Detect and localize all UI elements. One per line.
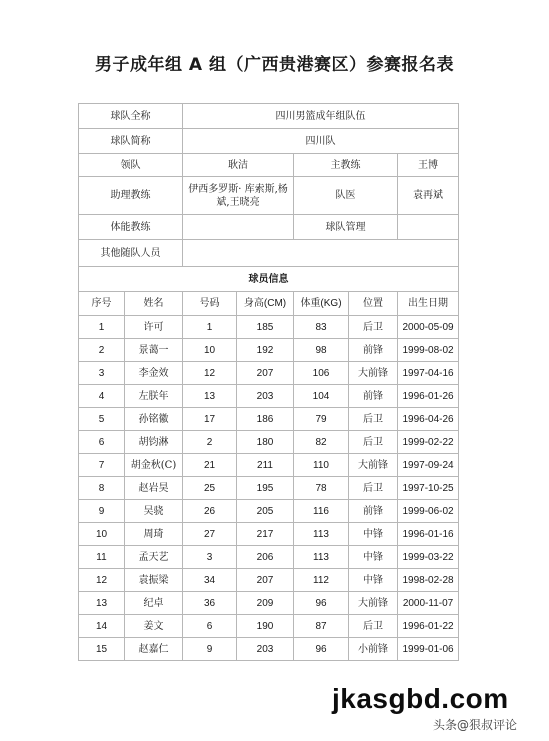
team-full-name-value: 四川男篮成年组队伍 — [183, 104, 459, 129]
player-name: 赵嘉仁 — [125, 638, 183, 661]
table-row — [79, 408, 459, 431]
team-full-name-label: 球队全称 — [79, 104, 183, 129]
column-header-row — [79, 292, 459, 316]
player-birthdate: 1996-04-26 — [398, 408, 459, 431]
player-number: 25 — [183, 477, 237, 500]
table-row — [79, 454, 459, 477]
player-height: 207 — [237, 362, 294, 385]
player-number: 3 — [183, 546, 237, 569]
player-position: 小前锋 — [349, 638, 398, 661]
player-index: 13 — [79, 592, 125, 615]
player-position: 前锋 — [349, 339, 398, 362]
player-position: 前锋 — [349, 385, 398, 408]
table-row — [79, 546, 459, 569]
player-number: 17 — [183, 408, 237, 431]
assistant-coach-value: 伊西多罗斯· 库索斯,杨斌,王晓亮 — [183, 177, 294, 215]
player-birthdate: 1999-03-22 — [398, 546, 459, 569]
team-doctor-label: 队医 — [294, 177, 398, 215]
player-position: 中锋 — [349, 523, 398, 546]
player-position: 后卫 — [349, 316, 398, 339]
player-index: 7 — [79, 454, 125, 477]
col-header-name: 姓名 — [125, 292, 183, 316]
player-index: 5 — [79, 408, 125, 431]
table-row — [79, 500, 459, 523]
player-weight: 106 — [294, 362, 349, 385]
player-birthdate: 2000-11-07 — [398, 592, 459, 615]
player-weight: 104 — [294, 385, 349, 408]
player-birthdate: 1999-02-22 — [398, 431, 459, 454]
player-name: 孙铭徽 — [125, 408, 183, 431]
player-name: 胡钧淋 — [125, 431, 183, 454]
table-row — [79, 431, 459, 454]
other-staff-label: 其他随队人员 — [79, 240, 183, 267]
table-row — [79, 523, 459, 546]
col-header-birthdate: 出生日期 — [398, 292, 459, 316]
player-height: 205 — [237, 500, 294, 523]
other-staff-value — [183, 240, 459, 267]
player-weight: 83 — [294, 316, 349, 339]
player-weight: 79 — [294, 408, 349, 431]
player-index: 4 — [79, 385, 125, 408]
player-number: 21 — [183, 454, 237, 477]
player-index: 6 — [79, 431, 125, 454]
table-row — [79, 569, 459, 592]
player-name: 纪卓 — [125, 592, 183, 615]
col-header-number: 号码 — [183, 292, 237, 316]
head-coach-value: 王博 — [398, 154, 459, 177]
player-number: 10 — [183, 339, 237, 362]
team-manager-value — [398, 215, 459, 240]
table-row — [79, 362, 459, 385]
player-name: 许可 — [125, 316, 183, 339]
player-height: 190 — [237, 615, 294, 638]
player-name: 袁振梁 — [125, 569, 183, 592]
player-height: 203 — [237, 385, 294, 408]
player-name: 左朕年 — [125, 385, 183, 408]
team-short-name-label: 球队简称 — [79, 129, 183, 154]
player-index: 14 — [79, 615, 125, 638]
player-weight: 96 — [294, 592, 349, 615]
page-title: 男子成年组 A 组（广西贵港赛区）参赛报名表 — [95, 55, 454, 75]
player-number: 13 — [183, 385, 237, 408]
player-number: 26 — [183, 500, 237, 523]
player-birthdate: 1997-09-24 — [398, 454, 459, 477]
player-number: 1 — [183, 316, 237, 339]
player-name: 赵岩昊 — [125, 477, 183, 500]
player-name: 姜文 — [125, 615, 183, 638]
player-position: 大前锋 — [349, 454, 398, 477]
player-number: 27 — [183, 523, 237, 546]
player-birthdate: 1996-01-26 — [398, 385, 459, 408]
player-index: 1 — [79, 316, 125, 339]
player-index: 15 — [79, 638, 125, 661]
table-row — [79, 477, 459, 500]
player-number: 12 — [183, 362, 237, 385]
player-name: 景蔼一 — [125, 339, 183, 362]
player-weight: 113 — [294, 546, 349, 569]
player-position: 大前锋 — [349, 362, 398, 385]
player-height: 217 — [237, 523, 294, 546]
watermark: jkasgbd.com — [332, 683, 509, 714]
player-birthdate: 1999-01-06 — [398, 638, 459, 661]
player-index: 8 — [79, 477, 125, 500]
player-position: 后卫 — [349, 431, 398, 454]
player-weight: 96 — [294, 638, 349, 661]
player-position: 中锋 — [349, 569, 398, 592]
col-header-position: 位置 — [349, 292, 398, 316]
player-weight: 110 — [294, 454, 349, 477]
team-leader-label: 领队 — [79, 154, 183, 177]
table-row — [79, 316, 459, 339]
player-number: 9 — [183, 638, 237, 661]
player-index: 12 — [79, 569, 125, 592]
player-birthdate: 2000-05-09 — [398, 316, 459, 339]
team-manager-label: 球队管理 — [294, 215, 398, 240]
player-weight: 98 — [294, 339, 349, 362]
player-index: 3 — [79, 362, 125, 385]
registration-form — [78, 103, 459, 661]
player-name: 孟天艺 — [125, 546, 183, 569]
player-weight: 78 — [294, 477, 349, 500]
player-birthdate: 1999-06-02 — [398, 500, 459, 523]
player-position: 后卫 — [349, 477, 398, 500]
col-header-weight: 体重(KG) — [294, 292, 349, 316]
player-number: 34 — [183, 569, 237, 592]
player-index: 11 — [79, 546, 125, 569]
player-weight: 82 — [294, 431, 349, 454]
player-height: 192 — [237, 339, 294, 362]
col-header-index: 序号 — [79, 292, 125, 316]
player-height: 211 — [237, 454, 294, 477]
table-row — [79, 339, 459, 362]
player-weight: 113 — [294, 523, 349, 546]
player-index: 2 — [79, 339, 125, 362]
table-row — [79, 592, 459, 615]
player-index: 10 — [79, 523, 125, 546]
player-info-heading: 球员信息 — [79, 267, 459, 292]
player-name: 胡金秋(C) — [125, 454, 183, 477]
player-height: 185 — [237, 316, 294, 339]
team-doctor-value: 袁再斌 — [398, 177, 459, 215]
source-credit: 头条@狠叔评论 — [433, 718, 518, 732]
player-position: 后卫 — [349, 408, 398, 431]
player-birthdate: 1998-02-28 — [398, 569, 459, 592]
player-position: 后卫 — [349, 615, 398, 638]
player-weight: 87 — [294, 615, 349, 638]
player-number: 36 — [183, 592, 237, 615]
player-height: 186 — [237, 408, 294, 431]
player-name: 李金效 — [125, 362, 183, 385]
player-position: 大前锋 — [349, 592, 398, 615]
player-name: 周琦 — [125, 523, 183, 546]
fitness-coach-label: 体能教练 — [79, 215, 183, 240]
player-birthdate: 1997-10-25 — [398, 477, 459, 500]
player-height: 209 — [237, 592, 294, 615]
assistant-coach-label: 助理教练 — [79, 177, 183, 215]
player-birthdate: 1996-01-22 — [398, 615, 459, 638]
player-number: 6 — [183, 615, 237, 638]
player-height: 180 — [237, 431, 294, 454]
player-number: 2 — [183, 431, 237, 454]
player-position: 中锋 — [349, 546, 398, 569]
player-height: 195 — [237, 477, 294, 500]
team-leader-value: 耿洁 — [183, 154, 294, 177]
team-short-name-value: 四川队 — [183, 129, 459, 154]
table-row — [79, 615, 459, 638]
player-height: 206 — [237, 546, 294, 569]
player-index: 9 — [79, 500, 125, 523]
player-birthdate: 1997-04-16 — [398, 362, 459, 385]
table-row — [79, 638, 459, 661]
player-weight: 116 — [294, 500, 349, 523]
player-birthdate: 1996-01-16 — [398, 523, 459, 546]
player-height: 203 — [237, 638, 294, 661]
col-header-height: 身高(CM) — [237, 292, 294, 316]
player-weight: 112 — [294, 569, 349, 592]
player-position: 前锋 — [349, 500, 398, 523]
table-row — [79, 385, 459, 408]
head-coach-label: 主教练 — [294, 154, 398, 177]
player-height: 207 — [237, 569, 294, 592]
fitness-coach-value — [183, 215, 294, 240]
player-name: 吴骁 — [125, 500, 183, 523]
player-birthdate: 1999-08-02 — [398, 339, 459, 362]
